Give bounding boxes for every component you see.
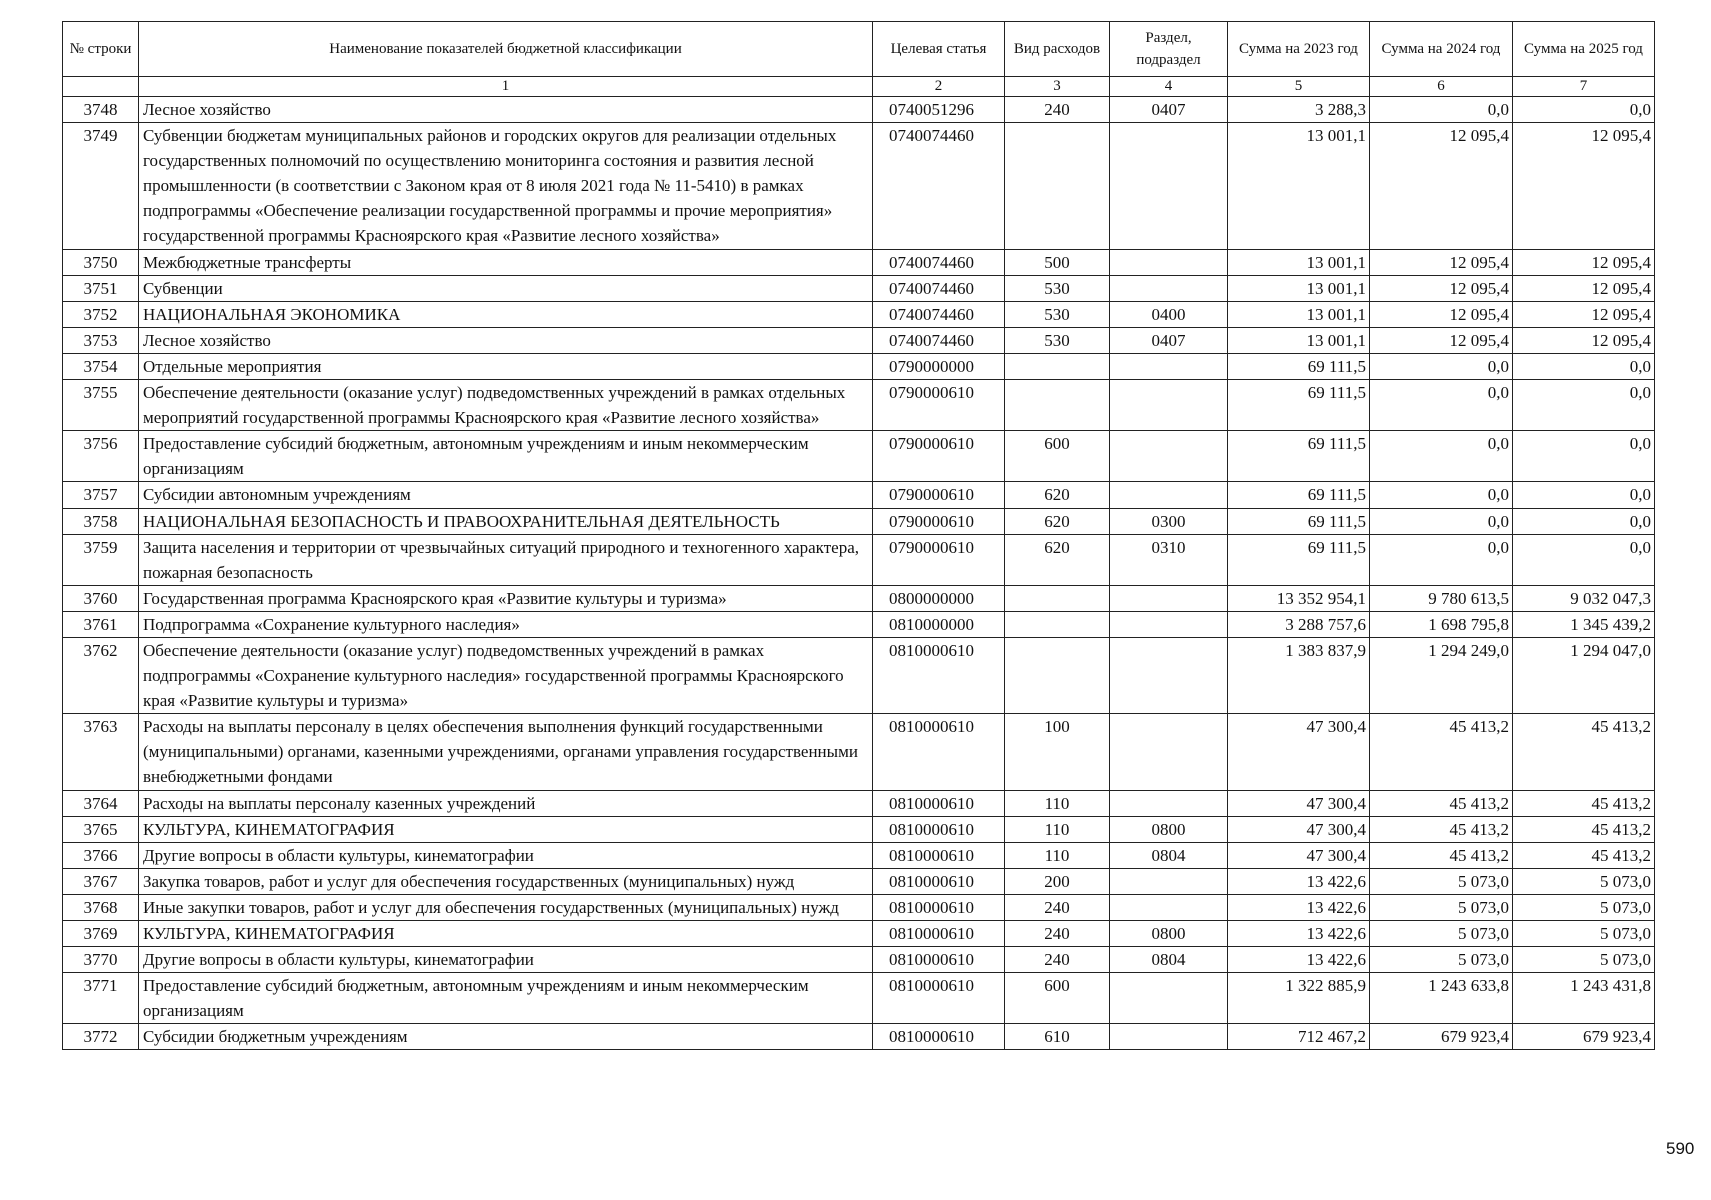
row-expense-kind: 240 — [1005, 97, 1110, 123]
row-number: 3767 — [63, 868, 139, 894]
row-sum-2023: 3 288 757,6 — [1228, 611, 1370, 637]
row-number: 3755 — [63, 380, 139, 431]
row-section-code: 0804 — [1110, 947, 1228, 973]
row-expense-kind: 600 — [1005, 973, 1110, 1024]
row-name: Обеспечение деятельности (оказание услуг) подведомственных учреждений в рамках отдельных мероприятий государственной программы Красноярского края «Развитие лесного хозяйства» — [139, 380, 873, 431]
row-target-code: 0740074460 — [873, 301, 1005, 327]
row-number: 3763 — [63, 714, 139, 790]
row-target-code: 0810000610 — [873, 894, 1005, 920]
table-row — [63, 816, 1655, 842]
row-name: Отдельные мероприятия — [139, 353, 873, 379]
row-sum-2023: 712 467,2 — [1228, 1024, 1370, 1050]
row-sum-2023: 69 111,5 — [1228, 380, 1370, 431]
row-sum-2025: 0,0 — [1513, 97, 1655, 123]
table-row — [63, 868, 1655, 894]
row-section-code — [1110, 611, 1228, 637]
row-section-code — [1110, 431, 1228, 482]
table-row — [63, 508, 1655, 534]
row-sum-2024: 5 073,0 — [1370, 868, 1513, 894]
row-sum-2024: 0,0 — [1370, 431, 1513, 482]
row-expense-kind: 110 — [1005, 842, 1110, 868]
table-row — [63, 123, 1655, 249]
row-section-code: 0800 — [1110, 921, 1228, 947]
row-sum-2025: 45 413,2 — [1513, 790, 1655, 816]
row-expense-kind — [1005, 611, 1110, 637]
row-sum-2024: 12 095,4 — [1370, 301, 1513, 327]
row-sum-2023: 47 300,4 — [1228, 842, 1370, 868]
row-sum-2023: 13 422,6 — [1228, 868, 1370, 894]
row-sum-2023: 13 352 954,1 — [1228, 585, 1370, 611]
row-sum-2025: 45 413,2 — [1513, 842, 1655, 868]
row-target-code: 0810000610 — [873, 842, 1005, 868]
budget-table-sheet — [62, 21, 1654, 1050]
row-sum-2024: 12 095,4 — [1370, 275, 1513, 301]
header-sum-2023: Сумма на 2023 год — [1228, 22, 1370, 77]
row-sum-2025: 0,0 — [1513, 353, 1655, 379]
column-number: 7 — [1513, 77, 1655, 97]
row-name: Подпрограмма «Сохранение культурного наследия» — [139, 611, 873, 637]
table-row — [63, 842, 1655, 868]
row-sum-2024: 5 073,0 — [1370, 947, 1513, 973]
row-sum-2025: 5 073,0 — [1513, 921, 1655, 947]
row-number: 3753 — [63, 327, 139, 353]
row-section-code: 0407 — [1110, 97, 1228, 123]
row-section-code — [1110, 353, 1228, 379]
row-target-code: 0790000610 — [873, 534, 1005, 585]
row-section-code — [1110, 123, 1228, 249]
row-expense-kind: 500 — [1005, 249, 1110, 275]
table-body — [63, 97, 1655, 1050]
column-number: 4 — [1110, 77, 1228, 97]
row-sum-2024: 5 073,0 — [1370, 921, 1513, 947]
row-sum-2023: 3 288,3 — [1228, 97, 1370, 123]
row-expense-kind: 620 — [1005, 534, 1110, 585]
row-target-code: 0800000000 — [873, 585, 1005, 611]
row-sum-2023: 13 422,6 — [1228, 894, 1370, 920]
table-row — [63, 894, 1655, 920]
row-sum-2024: 0,0 — [1370, 380, 1513, 431]
row-target-code: 0790000610 — [873, 380, 1005, 431]
table-row — [63, 353, 1655, 379]
row-expense-kind: 620 — [1005, 508, 1110, 534]
row-name: Другие вопросы в области культуры, кинематографии — [139, 842, 873, 868]
row-sum-2023: 13 001,1 — [1228, 301, 1370, 327]
row-expense-kind: 110 — [1005, 816, 1110, 842]
row-target-code: 0790000000 — [873, 353, 1005, 379]
row-number: 3750 — [63, 249, 139, 275]
row-expense-kind: 530 — [1005, 327, 1110, 353]
table-row — [63, 611, 1655, 637]
header-kind: Вид расходов — [1005, 22, 1110, 77]
header-row-no: № строки — [63, 22, 139, 77]
row-sum-2025: 0,0 — [1513, 431, 1655, 482]
row-name: Субвенции — [139, 275, 873, 301]
row-number: 3765 — [63, 816, 139, 842]
row-name: Субсидии автономным учреждениям — [139, 482, 873, 508]
row-sum-2025: 5 073,0 — [1513, 894, 1655, 920]
column-number: 5 — [1228, 77, 1370, 97]
row-sum-2024: 9 780 613,5 — [1370, 585, 1513, 611]
row-expense-kind: 200 — [1005, 868, 1110, 894]
row-number: 3770 — [63, 947, 139, 973]
table-row — [63, 301, 1655, 327]
table-row — [63, 534, 1655, 585]
row-sum-2023: 1 383 837,9 — [1228, 637, 1370, 713]
row-section-code — [1110, 482, 1228, 508]
row-sum-2023: 47 300,4 — [1228, 790, 1370, 816]
row-number: 3764 — [63, 790, 139, 816]
row-name: Субсидии бюджетным учреждениям — [139, 1024, 873, 1050]
row-number: 3749 — [63, 123, 139, 249]
row-sum-2024: 5 073,0 — [1370, 894, 1513, 920]
row-expense-kind: 240 — [1005, 947, 1110, 973]
table-row — [63, 790, 1655, 816]
row-number: 3754 — [63, 353, 139, 379]
row-target-code: 0810000610 — [873, 921, 1005, 947]
row-section-code — [1110, 790, 1228, 816]
row-expense-kind: 530 — [1005, 301, 1110, 327]
table-row — [63, 380, 1655, 431]
row-number: 3752 — [63, 301, 139, 327]
row-section-code: 0804 — [1110, 842, 1228, 868]
row-section-code: 0400 — [1110, 301, 1228, 327]
row-sum-2025: 0,0 — [1513, 534, 1655, 585]
row-number: 3772 — [63, 1024, 139, 1050]
row-sum-2024: 0,0 — [1370, 97, 1513, 123]
table-row — [63, 585, 1655, 611]
row-number: 3766 — [63, 842, 139, 868]
row-target-code: 0790000610 — [873, 482, 1005, 508]
row-sum-2025: 12 095,4 — [1513, 123, 1655, 249]
row-expense-kind: 240 — [1005, 921, 1110, 947]
row-name: Государственная программа Красноярского края «Развитие культуры и туризма» — [139, 585, 873, 611]
header-row — [63, 22, 1655, 77]
row-expense-kind — [1005, 637, 1110, 713]
table-row — [63, 327, 1655, 353]
column-number-row — [63, 77, 1655, 97]
row-name: КУЛЬТУРА, КИНЕМАТОГРАФИЯ — [139, 921, 873, 947]
row-expense-kind — [1005, 123, 1110, 249]
row-sum-2023: 13 001,1 — [1228, 123, 1370, 249]
table-row — [63, 637, 1655, 713]
row-number: 3751 — [63, 275, 139, 301]
row-sum-2025: 679 923,4 — [1513, 1024, 1655, 1050]
row-sum-2023: 13 001,1 — [1228, 249, 1370, 275]
header-sum-2025: Сумма на 2025 год — [1513, 22, 1655, 77]
row-sum-2024: 12 095,4 — [1370, 249, 1513, 275]
row-expense-kind: 600 — [1005, 431, 1110, 482]
row-target-code: 0740074460 — [873, 327, 1005, 353]
row-sum-2024: 0,0 — [1370, 534, 1513, 585]
row-expense-kind — [1005, 585, 1110, 611]
row-sum-2024: 1 243 633,8 — [1370, 973, 1513, 1024]
column-number — [63, 77, 139, 97]
table-row — [63, 947, 1655, 973]
row-sum-2025: 1 294 047,0 — [1513, 637, 1655, 713]
row-section-code — [1110, 637, 1228, 713]
row-sum-2024: 0,0 — [1370, 508, 1513, 534]
row-number: 3769 — [63, 921, 139, 947]
table-row — [63, 275, 1655, 301]
table-row — [63, 973, 1655, 1024]
row-sum-2024: 0,0 — [1370, 353, 1513, 379]
row-section-code — [1110, 249, 1228, 275]
row-target-code: 0740074460 — [873, 275, 1005, 301]
column-number: 1 — [139, 77, 873, 97]
row-sum-2025: 9 032 047,3 — [1513, 585, 1655, 611]
row-sum-2023: 69 111,5 — [1228, 431, 1370, 482]
row-name: Расходы на выплаты персоналу казенных учреждений — [139, 790, 873, 816]
header-target: Целевая статья — [873, 22, 1005, 77]
column-number: 2 — [873, 77, 1005, 97]
row-sum-2025: 45 413,2 — [1513, 714, 1655, 790]
row-sum-2025: 0,0 — [1513, 482, 1655, 508]
row-sum-2023: 1 322 885,9 — [1228, 973, 1370, 1024]
row-target-code: 0810000610 — [873, 868, 1005, 894]
row-sum-2023: 69 111,5 — [1228, 508, 1370, 534]
row-section-code — [1110, 275, 1228, 301]
row-name: Иные закупки товаров, работ и услуг для обеспечения государственных (муниципальных) нужд — [139, 894, 873, 920]
row-sum-2024: 45 413,2 — [1370, 790, 1513, 816]
row-sum-2024: 45 413,2 — [1370, 714, 1513, 790]
row-number: 3761 — [63, 611, 139, 637]
table-row — [63, 431, 1655, 482]
row-sum-2025: 0,0 — [1513, 508, 1655, 534]
row-target-code: 0740051296 — [873, 97, 1005, 123]
row-section-code: 0800 — [1110, 816, 1228, 842]
row-section-code: 0310 — [1110, 534, 1228, 585]
row-sum-2024: 12 095,4 — [1370, 123, 1513, 249]
row-name: Расходы на выплаты персоналу в целях обеспечения выполнения функций государственными (муниципальными) органами, казенными учреждениями, органами управления государственными внебюджетными фондами — [139, 714, 873, 790]
row-section-code: 0407 — [1110, 327, 1228, 353]
row-sum-2023: 69 111,5 — [1228, 353, 1370, 379]
row-target-code: 0810000610 — [873, 947, 1005, 973]
row-sum-2024: 679 923,4 — [1370, 1024, 1513, 1050]
row-target-code: 0810000610 — [873, 816, 1005, 842]
row-number: 3757 — [63, 482, 139, 508]
table-row — [63, 1024, 1655, 1050]
row-expense-kind — [1005, 380, 1110, 431]
table-row — [63, 97, 1655, 123]
budget-table — [62, 21, 1655, 1050]
row-target-code: 0810000610 — [873, 790, 1005, 816]
row-target-code: 0810000610 — [873, 1024, 1005, 1050]
row-target-code: 0790000610 — [873, 431, 1005, 482]
row-expense-kind: 610 — [1005, 1024, 1110, 1050]
row-sum-2024: 12 095,4 — [1370, 327, 1513, 353]
row-target-code: 0790000610 — [873, 508, 1005, 534]
row-name: Другие вопросы в области культуры, кинематографии — [139, 947, 873, 973]
row-name: Защита населения и территории от чрезвычайных ситуаций природного и техногенного характера, пожарная безопасность — [139, 534, 873, 585]
row-sum-2024: 1 294 249,0 — [1370, 637, 1513, 713]
header-sum-2024: Сумма на 2024 год — [1370, 22, 1513, 77]
row-target-code: 0810000610 — [873, 973, 1005, 1024]
row-sum-2024: 1 698 795,8 — [1370, 611, 1513, 637]
row-number: 3768 — [63, 894, 139, 920]
row-expense-kind: 530 — [1005, 275, 1110, 301]
header-name: Наименование показателей бюджетной классификации — [139, 22, 873, 77]
row-expense-kind: 100 — [1005, 714, 1110, 790]
row-sum-2023: 69 111,5 — [1228, 482, 1370, 508]
row-section-code: 0300 — [1110, 508, 1228, 534]
row-number: 3771 — [63, 973, 139, 1024]
row-section-code — [1110, 894, 1228, 920]
table-row — [63, 249, 1655, 275]
column-number: 6 — [1370, 77, 1513, 97]
row-sum-2024: 45 413,2 — [1370, 842, 1513, 868]
header-section: Раздел, подраздел — [1110, 22, 1228, 77]
row-sum-2025: 12 095,4 — [1513, 249, 1655, 275]
row-section-code — [1110, 380, 1228, 431]
row-name: НАЦИОНАЛЬНАЯ БЕЗОПАСНОСТЬ И ПРАВООХРАНИТЕЛЬНАЯ ДЕЯТЕЛЬНОСТЬ — [139, 508, 873, 534]
row-sum-2024: 0,0 — [1370, 482, 1513, 508]
row-sum-2025: 0,0 — [1513, 380, 1655, 431]
row-name: Закупка товаров, работ и услуг для обеспечения государственных (муниципальных) нужд — [139, 868, 873, 894]
page-number: 590 — [1666, 1139, 1695, 1158]
row-section-code — [1110, 714, 1228, 790]
row-sum-2025: 45 413,2 — [1513, 816, 1655, 842]
table-row — [63, 921, 1655, 947]
row-sum-2025: 12 095,4 — [1513, 275, 1655, 301]
row-name: Межбюджетные трансферты — [139, 249, 873, 275]
row-sum-2023: 47 300,4 — [1228, 714, 1370, 790]
row-sum-2023: 13 422,6 — [1228, 921, 1370, 947]
row-section-code — [1110, 1024, 1228, 1050]
row-sum-2025: 12 095,4 — [1513, 301, 1655, 327]
row-number: 3756 — [63, 431, 139, 482]
row-sum-2025: 1 345 439,2 — [1513, 611, 1655, 637]
row-target-code: 0810000000 — [873, 611, 1005, 637]
row-sum-2025: 5 073,0 — [1513, 947, 1655, 973]
row-expense-kind: 240 — [1005, 894, 1110, 920]
table-row — [63, 714, 1655, 790]
row-sum-2023: 13 001,1 — [1228, 275, 1370, 301]
row-name: НАЦИОНАЛЬНАЯ ЭКОНОМИКА — [139, 301, 873, 327]
row-name: Лесное хозяйство — [139, 327, 873, 353]
row-name: Лесное хозяйство — [139, 97, 873, 123]
row-name: Субвенции бюджетам муниципальных районов и городских округов для реализации отдельных государственных полномочий по осуществлению мониторинга состояния и развития лесной промышленности (в соответствии с Законом края от 8 июля 2021 года № 11-5410) в рамках подпрограммы «Обеспечение реализации государственной программы и прочие мероприятия» государственной программы Красноярского края «Развитие лесного хозяйства» — [139, 123, 873, 249]
row-target-code: 0810000610 — [873, 714, 1005, 790]
row-sum-2023: 13 001,1 — [1228, 327, 1370, 353]
row-sum-2025: 5 073,0 — [1513, 868, 1655, 894]
table-row — [63, 482, 1655, 508]
row-target-code: 0740074460 — [873, 249, 1005, 275]
row-sum-2023: 69 111,5 — [1228, 534, 1370, 585]
row-expense-kind: 620 — [1005, 482, 1110, 508]
row-section-code — [1110, 973, 1228, 1024]
row-number: 3759 — [63, 534, 139, 585]
row-number: 3758 — [63, 508, 139, 534]
row-section-code — [1110, 585, 1228, 611]
row-expense-kind: 110 — [1005, 790, 1110, 816]
row-expense-kind — [1005, 353, 1110, 379]
row-name: КУЛЬТУРА, КИНЕМАТОГРАФИЯ — [139, 816, 873, 842]
row-sum-2023: 47 300,4 — [1228, 816, 1370, 842]
row-number: 3748 — [63, 97, 139, 123]
row-name: Предоставление субсидий бюджетным, автономным учреждениям и иным некоммерческим организациям — [139, 973, 873, 1024]
row-number: 3760 — [63, 585, 139, 611]
row-sum-2025: 12 095,4 — [1513, 327, 1655, 353]
row-target-code: 0740074460 — [873, 123, 1005, 249]
column-number: 3 — [1005, 77, 1110, 97]
row-sum-2024: 45 413,2 — [1370, 816, 1513, 842]
row-number: 3762 — [63, 637, 139, 713]
row-target-code: 0810000610 — [873, 637, 1005, 713]
row-sum-2025: 1 243 431,8 — [1513, 973, 1655, 1024]
row-name: Обеспечение деятельности (оказание услуг) подведомственных учреждений в рамках подпрограммы «Сохранение культурного наследия» государственной программы Красноярского края «Развитие культуры и туризма» — [139, 637, 873, 713]
row-section-code — [1110, 868, 1228, 894]
row-name: Предоставление субсидий бюджетным, автономным учреждениям и иным некоммерческим организациям — [139, 431, 873, 482]
row-sum-2023: 13 422,6 — [1228, 947, 1370, 973]
